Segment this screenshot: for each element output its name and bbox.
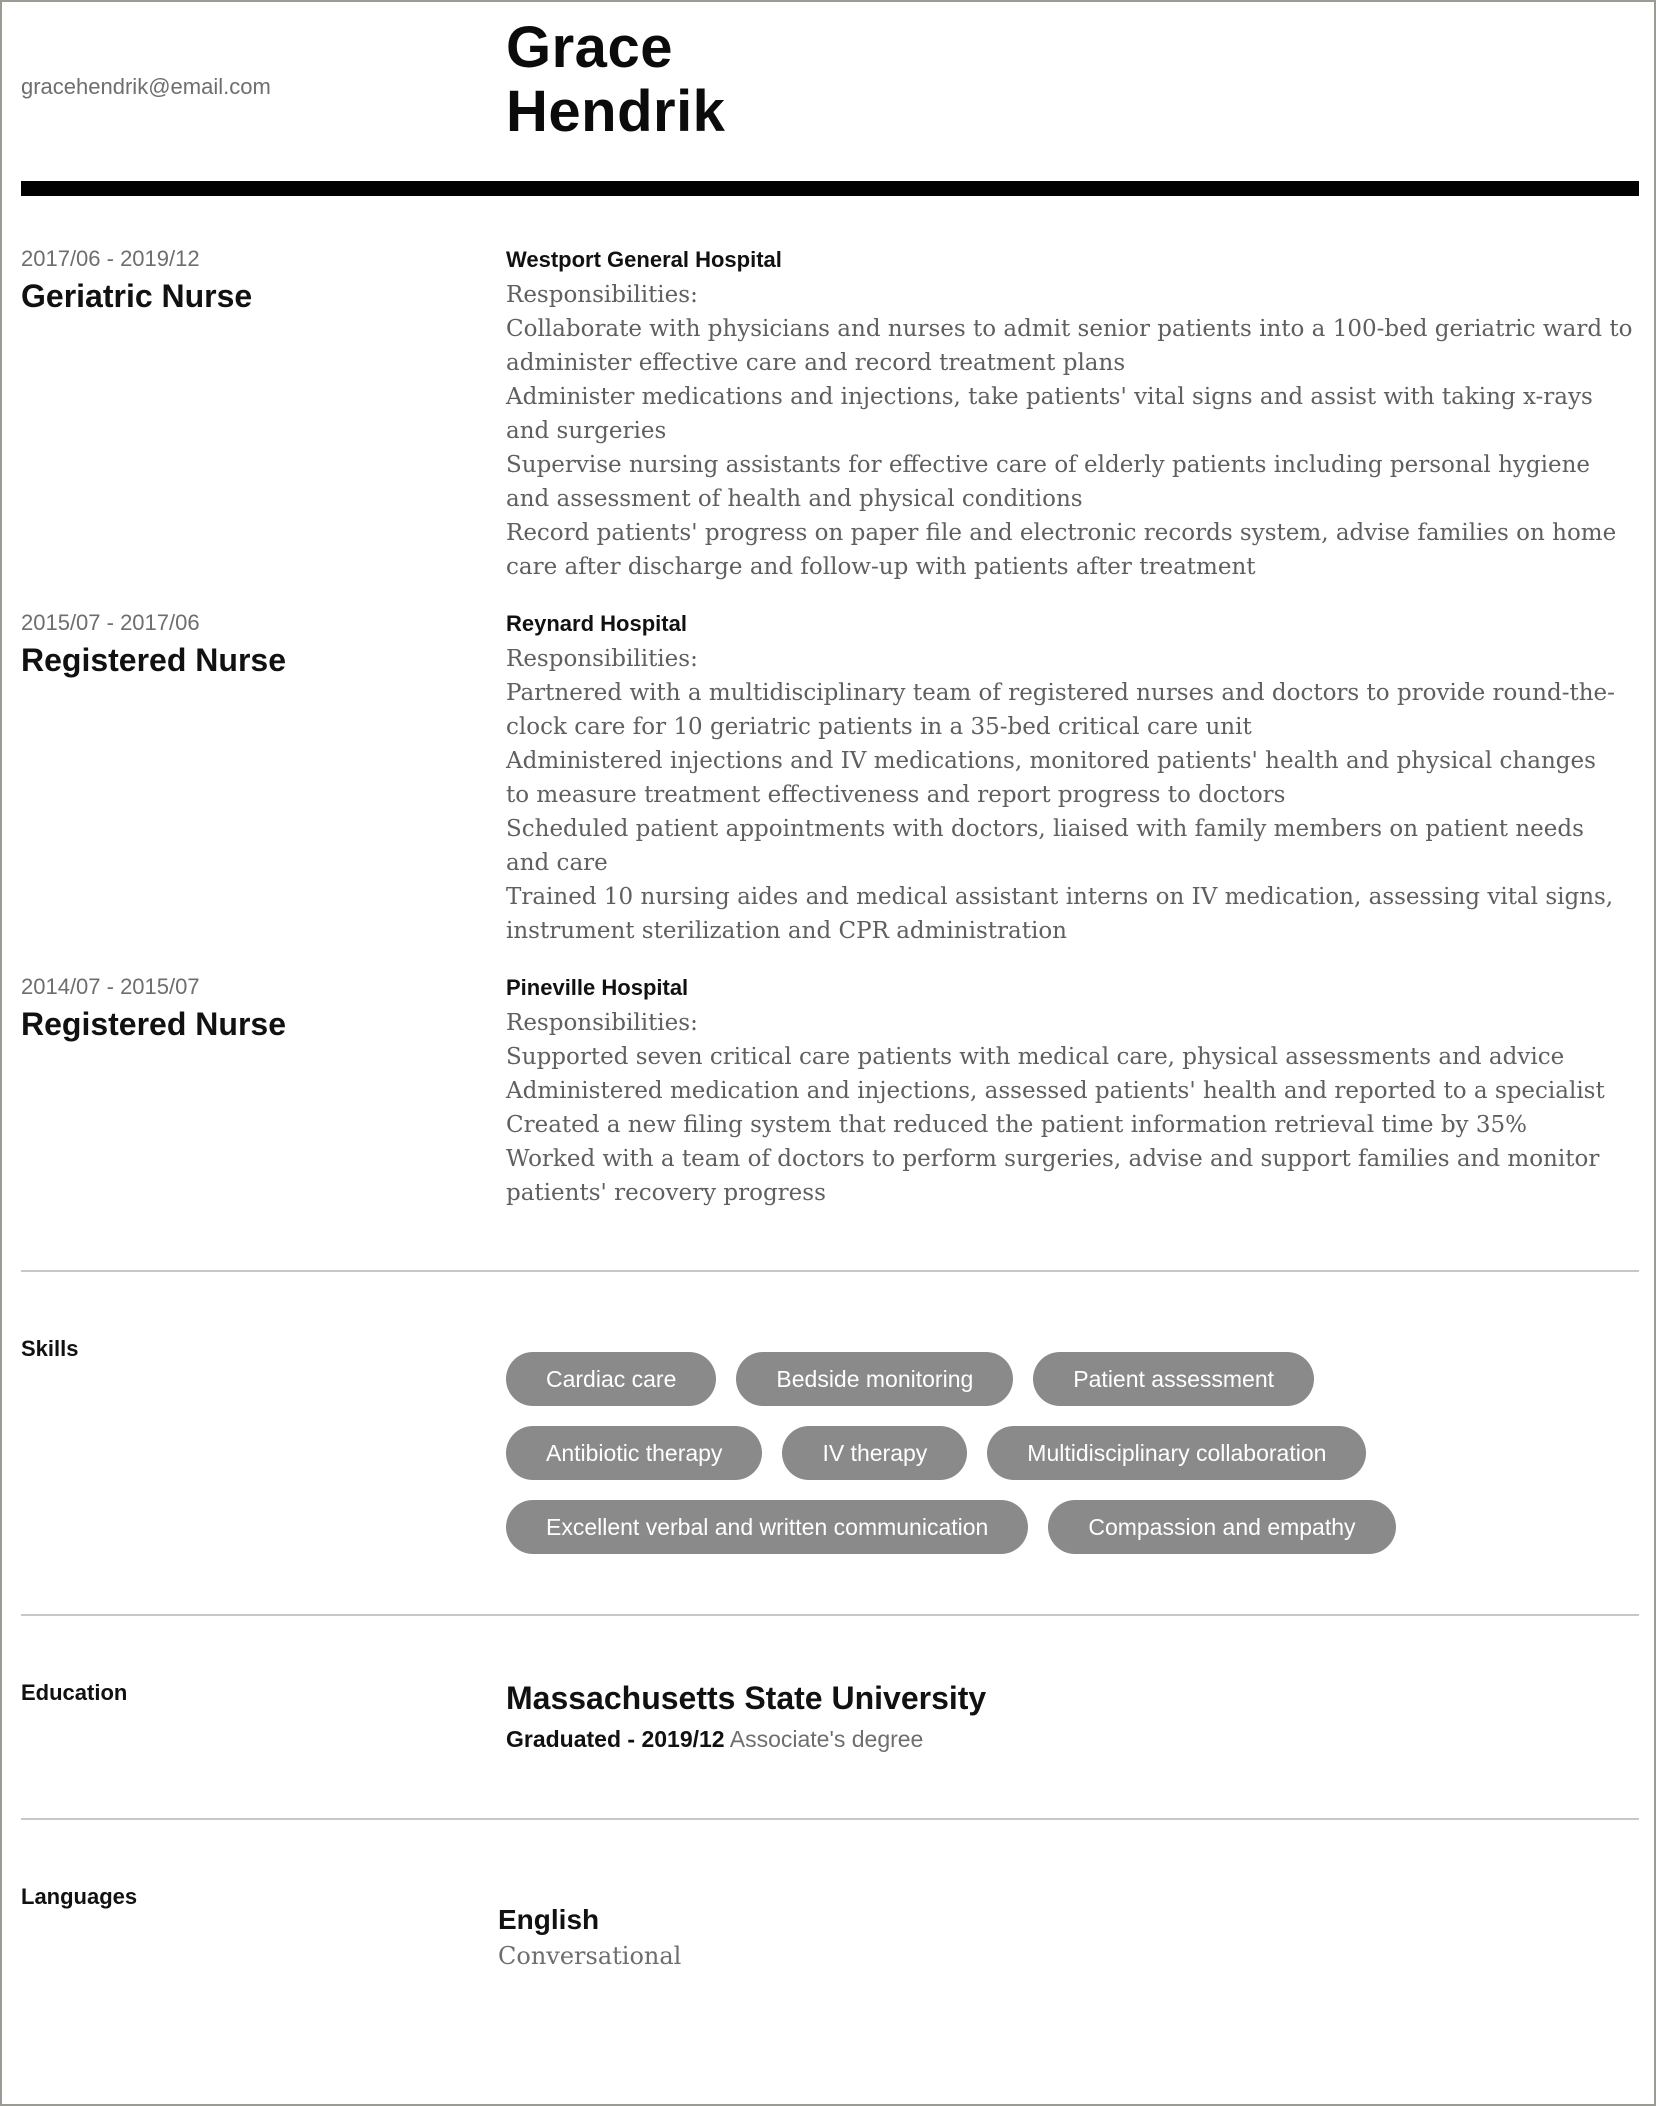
education-entry	[506, 1678, 986, 1753]
responsibility-line: administer effective care and record treatment plans	[506, 350, 1126, 376]
job-details	[506, 246, 1646, 584]
header-divider	[21, 181, 1639, 196]
skill-tag: Excellent verbal and written communication	[506, 1500, 1028, 1554]
responsibility-line: patients' recovery progress	[506, 1180, 826, 1206]
section-divider	[21, 1818, 1639, 1820]
responsibility-line: Record patients' progress on paper file and electronic records system, advise families on home	[506, 520, 1617, 546]
responsibility-line: Trained 10 nursing aides and medical assistant interns on IV medication, assessing vital signs,	[506, 884, 1614, 910]
skills-heading: Skills	[21, 1336, 79, 1361]
responsibility-line: Collaborate with physicians and nurses to admit senior patients into a 100-bed geriatric ward to	[506, 316, 1633, 342]
education-details	[506, 1726, 986, 1753]
last-name: Hendrik	[506, 79, 726, 144]
job-details	[506, 610, 1646, 948]
languages-heading: Languages	[21, 1884, 138, 1909]
responsibility-line: Responsibilities:	[506, 1010, 698, 1036]
responsibility-line: Scheduled patient appointments with doctors, liaised with family members on patient needs	[506, 816, 1584, 842]
candidate-name	[506, 16, 725, 144]
skill-tag: Patient assessment	[1033, 1352, 1314, 1406]
employer-name: Westport General Hospital	[506, 247, 782, 272]
language-level: Conversational	[498, 1942, 682, 1970]
employer-name: Reynard Hospital	[506, 611, 687, 636]
skill-tag: IV therapy	[782, 1426, 967, 1480]
responsibility-line: clock care for 10 geriatric patients in a 35-bed critical care unit	[506, 714, 1252, 740]
job-title: Registered Nurse	[21, 1006, 286, 1042]
job-dates: 2014/07 - 2015/07	[21, 974, 200, 999]
skills-row	[506, 1426, 1626, 1480]
job-details	[506, 974, 1646, 1210]
education-heading: Education	[21, 1680, 128, 1705]
responsibility-line: Responsibilities:	[506, 646, 698, 672]
first-name: Grace	[506, 15, 673, 80]
language-name: English	[498, 1904, 600, 1935]
section-divider	[21, 1270, 1639, 1272]
skill-tag: Multidisciplinary collaboration	[987, 1426, 1366, 1480]
responsibility-line: Supervise nursing assistants for effective care of elderly patients including personal hygiene	[506, 452, 1591, 478]
responsibility-line: and care	[506, 850, 608, 876]
job-dates: 2017/06 - 2019/12	[21, 246, 200, 271]
responsibility-line: Administered medication and injections, assessed patients' health and reported to a specialist	[506, 1078, 1605, 1104]
employer-name: Pineville Hospital	[506, 975, 689, 1000]
responsibility-line: instrument sterilization and CPR administration	[506, 918, 1067, 944]
language-entry	[498, 1902, 681, 1970]
job-title: Registered Nurse	[21, 642, 286, 678]
responsibility-line: Worked with a team of doctors to perform surgeries, advise and support families and monitor	[506, 1146, 1600, 1172]
job-dates: 2015/07 - 2017/06	[21, 610, 200, 635]
skills-row	[506, 1352, 1626, 1406]
email-address[interactable]: gracehendrik@email.com	[21, 74, 271, 99]
responsibility-line: Partnered with a multidisciplinary team of registered nurses and doctors to provide round-the-	[506, 680, 1615, 706]
degree: Associate's degree	[729, 1726, 924, 1752]
section-divider	[21, 1614, 1639, 1616]
responsibility-line: and assessment of health and physical conditions	[506, 486, 1083, 512]
responsibility-line: Administer medications and injections, take patients' vital signs and assist with taking x-rays	[506, 384, 1593, 410]
skill-tag: Cardiac care	[506, 1352, 716, 1406]
skill-tag: Bedside monitoring	[736, 1352, 1013, 1406]
graduation-date: Graduated - 2019/12	[506, 1726, 725, 1752]
skills-list	[506, 1352, 1626, 1574]
school-name: Massachusetts State University	[506, 1680, 987, 1716]
responsibility-line: Responsibilities:	[506, 282, 698, 308]
responsibility-line: to measure treatment effectiveness and report progress to doctors	[506, 782, 1286, 808]
responsibility-line: Administered injections and IV medications, monitored patients' health and physical changes	[506, 748, 1596, 774]
responsibility-line: Supported seven critical care patients with medical care, physical assessments and advice	[506, 1044, 1565, 1070]
responsibility-line: Created a new filing system that reduced the patient information retrieval time by 35%	[506, 1112, 1527, 1138]
responsibility-line: and surgeries	[506, 418, 667, 444]
skill-tag: Antibiotic therapy	[506, 1426, 762, 1480]
job-title: Geriatric Nurse	[21, 278, 253, 314]
skill-tag: Compassion and empathy	[1048, 1500, 1395, 1554]
skills-row	[506, 1500, 1626, 1554]
responsibility-line: care after discharge and follow-up with patients after treatment	[506, 554, 1256, 580]
